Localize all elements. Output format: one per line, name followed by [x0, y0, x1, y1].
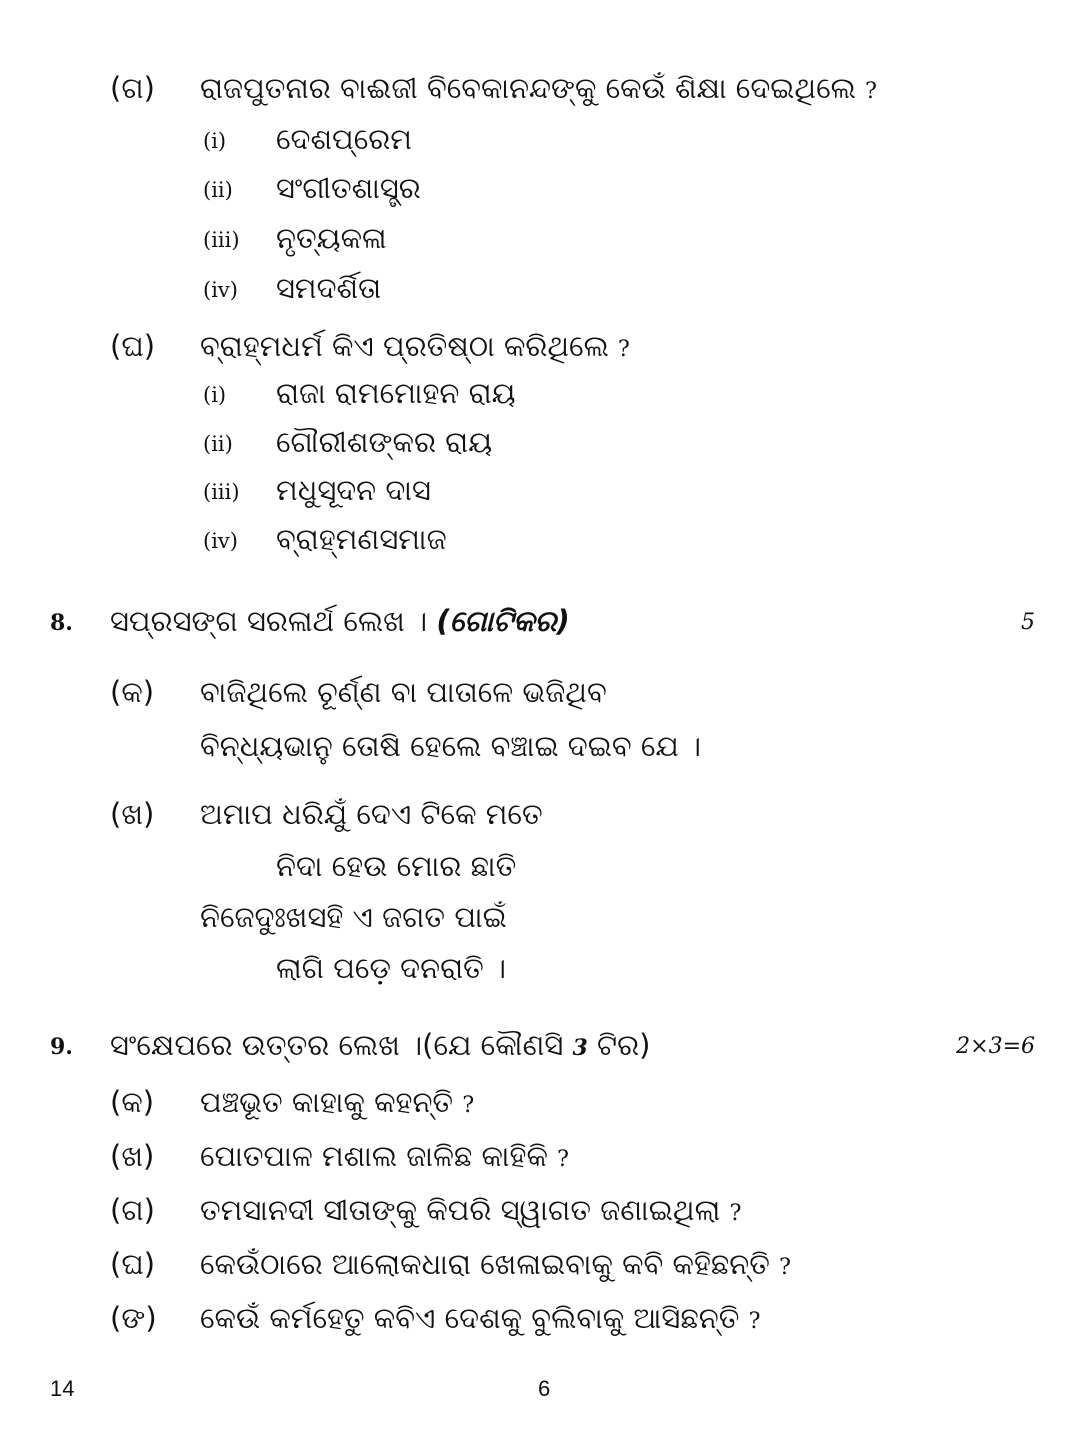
prompt-note: (ଗୋଟିକର): [436, 604, 570, 638]
option-text: ସଂଗୀତଶାସ୍ତ୍ର: [276, 171, 421, 205]
option-number: (iii): [203, 228, 240, 252]
option-number: (iii): [203, 480, 240, 504]
sub-question-label: (ଙ): [110, 1301, 157, 1335]
question-mark: ?: [557, 1147, 569, 1172]
sub-question-label: (ଖ): [110, 797, 155, 831]
option-text: ରାଜା ରାମମୋହନ ରାୟ: [276, 376, 516, 410]
option-number: (i): [203, 383, 227, 407]
prompt-text: ସଂକ୍ଷେପରେ ଉତ୍ତର ଲେଖ ।(ଯେ କୌଣସି: [110, 1028, 564, 1062]
question-text: ପଞ୍ଚଭୂତ କାହାକୁ କହନ୍ତି: [200, 1085, 454, 1119]
sub-question-text: [200, 1244, 791, 1288]
question-text: କେଉଁ କର୍ମହେତୁ କବିଏ ଦେଶକୁ ବୁଲିବାକୁ ଆସିଛନ୍ତି: [200, 1301, 740, 1335]
question-prompt: [110, 601, 570, 641]
option-number: (ii): [203, 178, 233, 202]
sub-question-label: (କ): [110, 675, 155, 709]
sub-question-label: (ଖ): [110, 1139, 155, 1173]
question-marks: 2×3=6: [956, 1034, 1035, 1059]
sub-question-label: (କ): [110, 1085, 155, 1119]
option-text: ସମଦର୍ଶିତା: [276, 271, 382, 305]
question-mark: ?: [729, 1201, 742, 1226]
question-text: କେଉଁଠାରେ ଆଲୋକଧାରା ଖେଳାଇବାକୁ କବି କହିଛନ୍ତି: [200, 1247, 770, 1281]
prompt-count: 3: [572, 1035, 588, 1061]
sub-question-label: (ଗ): [110, 71, 155, 105]
question-text: ରାଜପୁତନାର ବାଈଜୀ ବିବେକାନନ୍ଦଙ୍କୁ କେଉଁ ଶିକ୍ଷା ଦେଇଥିଲେ: [200, 71, 856, 105]
question-mark: ?: [865, 79, 877, 104]
question-text: ବ୍ରାହ୍ମଧର୍ମ କିଏ ପ୍ରତିଷ୍ଠା କରିଥିଲେ: [200, 329, 609, 363]
option-number: (iv): [203, 529, 238, 553]
question-text: ତମସାନଦୀ ସୀତାଙ୍କୁ କିପରି ସ୍ୱାଗତ ଜଣାଇଥିଲା: [200, 1193, 721, 1227]
sub-question-text: [200, 1136, 569, 1180]
page-number: 6: [538, 1376, 551, 1401]
prompt-text: ଟିର): [597, 1028, 651, 1062]
option-text: ବ୍ରାହ୍ମଣସମାଜ: [276, 522, 447, 556]
sub-question-label: (ଘ): [110, 1247, 156, 1281]
option-number: (i): [203, 129, 227, 153]
verse-line: ବିନ୍ଧ୍ୟଭାନୁ ତୋଷି ହେଲେ ବଞ୍ଚାଇ ଦଇବ ଯେ ।: [200, 729, 702, 763]
verse-line: ଅମାପ ଧରିଯୁଁ ଦେଏ ଟିକେ ମତେ: [200, 797, 543, 831]
sub-question-text: [200, 1082, 474, 1126]
option-text: ନୃତ୍ୟକଳା: [276, 221, 387, 255]
question-mark: ?: [462, 1093, 475, 1118]
verse-line: ନିଦା ହେଉ ମୋର ଛାତି: [276, 849, 517, 883]
sub-question-label: (ଘ): [110, 329, 156, 363]
sub-question-text: [200, 326, 630, 370]
option-number: (iv): [203, 278, 238, 302]
question-mark: ?: [618, 337, 630, 362]
option-number: (ii): [203, 432, 233, 456]
option-text: ଗୌରୀଶଙ୍କର ରାୟ: [276, 425, 493, 459]
prompt-text: ସପ୍ରସଙ୍ଗ ସରଳାର୍ଥ ଲେଖ ।: [110, 604, 428, 638]
sub-question-label: (ଗ): [110, 1193, 155, 1227]
question-mark: ?: [748, 1309, 761, 1334]
verse-line: ବାଜିଥିଲେ ଚୂର୍ଣ୍ଣ ବା ପାତାଳେ ଭଜିଥିବ: [200, 675, 607, 709]
question-marks: 5: [1021, 610, 1035, 635]
sub-question-text: [200, 1298, 760, 1342]
option-text: ଦେଶପ୍ରେମ: [276, 122, 412, 156]
option-text: ମଧୁସୂଦନ ଦାସ: [276, 473, 431, 507]
verse-line: ନିଜେଦୁଃଖସହି ଏ ଜଗତ ପାଇଁ: [200, 900, 507, 934]
paper-code: 14: [50, 1376, 75, 1401]
sub-question-text: [200, 68, 877, 112]
question-text: ପୋତପାଳ ମଶାଲ ଜାଳିଛ କାହିକି: [200, 1139, 548, 1173]
question-prompt: [110, 1025, 650, 1068]
sub-question-text: [200, 1190, 741, 1234]
question-number: 8.: [50, 610, 73, 636]
question-mark: ?: [779, 1255, 791, 1280]
verse-line: ଲାଗି ପଡ଼େ ଦନରାତି ।: [276, 951, 507, 985]
question-number: 9.: [50, 1034, 73, 1060]
